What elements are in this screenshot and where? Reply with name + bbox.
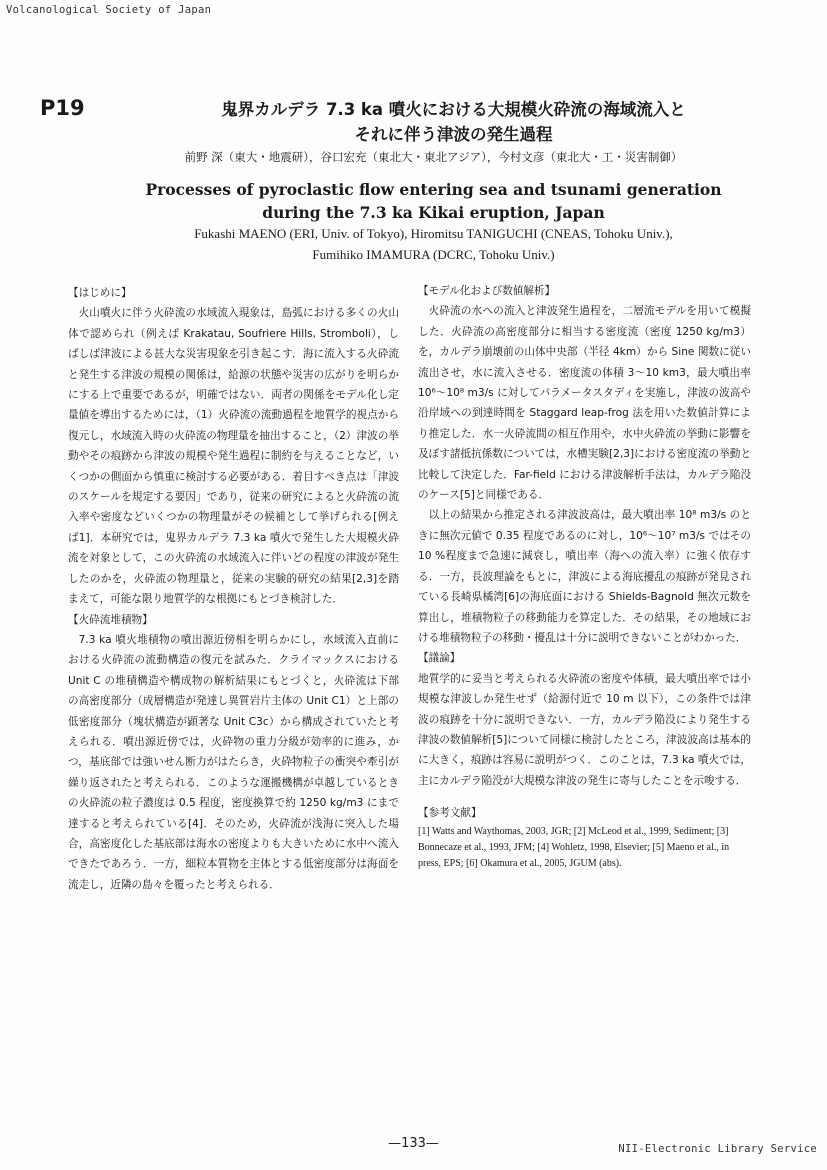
model-text-1: 火砕流の水への流入と津波発生過程を，二層流モデルを用いて模擬した．火砕流の高密度部分に相当する密度流（密度 1250 kg/m3）を，カルデラ崩壊前の山体中央部（半径 4km）から Sine 関数に従い流出させ，水に流入させる．密度流の体積 3～10 km3，最大噴出率 10⁶～10⁸ m3/s に対してパラメータスタディを実施し，津波の波高や沿岸域への到達時間を Staggard leap-frog 法を用いた数値計算により推定した．水一火砕流間の相互作用や，水中火砕流の挙動に影響を及ぼす諸抵抗係数については，水槽実験[2,3]における密度流の挙動と比較して決定した．Far-field における津波解析手法は，カルデラ陥没のケース[5]と同様である． (418, 305, 751, 502)
society-header: Volcanological Society of Japan (6, 4, 212, 16)
authors-en-line-2: Fumihiko IMAMURA (DCRC, Tohoku Univ.) (312, 247, 555, 262)
model-heading: 【モデル化および数値解析】 (418, 285, 556, 297)
title-en-line-1: Processes of pyroclastic flow entering sea and tsunami generation (145, 180, 722, 199)
references-list: [1] Watts and Waythomas, 2003, JGR; [2] McLeod et al., 1999, Sediment; [3] Bonnecaze et al., 1993, JFM; [4] Wohletz, 1998, Elsevier; [5] Maeno et al., in press, EPS; [6] Okamura et al., 2005, JGUM (abs). (418, 825, 730, 869)
authors-en-line-1: Fukashi MAENO (ERI, Univ. of Tokyo), Hiromitsu TANIGUCHI (CNEAS, Tohoku Univ.), (194, 226, 673, 241)
title-ja-line-2: それに伴う津波の発生過程 (354, 125, 553, 144)
discussion-text: 地質学的に妥当と考えられる火砕流の密度や体積，最大噴出率では小規模な津波しか発生せず（給源付近で 10 m 以下），この条件では津波の痕跡を十分に説明できない．一方，カルデラ陥没により発生する津波の数値解析[5]について同様に検討したところ，津波波高は基本的に大きく，痕跡は容易に説明がつく．このことは，7.3 ka 噴火では，主にカルデラ陥没が大規模な津波の発生に寄与したことを示唆する． (418, 672, 751, 787)
authors-ja: 前野 深（東大・地震研），谷口宏充（東北大・東北アジア），今村文彦（東北大・工・災害制御） (184, 150, 683, 164)
title-ja-line-1: 鬼界カルデラ 7.3 ka 噴火における大規模火砕流の海域流入と (221, 100, 686, 119)
intro-text: 火山噴火に伴う火砕流の水域流入現象は，島弧における多くの火山体で認められ（例えば Krakatau, Soufriere Hills, Stromboli），しばしば津波による甚大な災害現象を引き起こす．海に流入する火砕流と発生する津波の規模の関係は，給源の状態や災害の広がりを明らかにする上で重要であるが，明確ではない．両者の関係をモデル化し定量値を導出するためには，（1）火砕流の流動過程を地質学的視点から復元し，水域流入時の火砕流の物理量を抽出すること，（2）津波の挙動やその痕跡から津波の規模や発生過程に制約を与えることなど，いくつかの側面から慎重に検討する必要がある．着目すべき点は「津波のスケールを規定する要因」であり，従来の研究によると火砕流の流入率や密度などいくつかの物理量がその候補として挙げられる[例えば1]．本研究では，鬼界カルデラ 7.3 ka 噴火で発生した大規模火砕流を対象として，この火砕流の水域流入に伴いどの程度の津波が発生したのかを，火砕流の物理量と，従来の実験的研究の結果[2,3]を踏まえて，可能な限り地質学的な根拠にもとづき検討した． (68, 307, 399, 606)
references-heading: 【参考文献】 (418, 807, 482, 820)
library-footer: NII-Electronic Library Service (618, 1143, 817, 1155)
model-text-2: 以上の結果から推定される津波波高は，最大噴出率 10⁸ m3/s のときに無次元値で 0.35 程度であるのに対し，10⁶～10⁷ m3/s ではその 10 %程度まで急速に減衰し，噴出率（海への流入率）に強く依存する．一方，長波理論をもとに，津波による海底擾乱の痕跡が発見されている長崎県橘湾[6]の海底面における Shields-Bagnold 無次元数を算出し，堆積物粒子の移動能力を算定した．その結果，その地域における堆積物粒子の移動・擾乱は十分に説明できないことがわかった． (418, 509, 751, 644)
discussion-heading: 【議論】 (418, 652, 461, 665)
deposit-text: 7.3 ka 噴火堆積物の噴出源近傍相を明らかにし，水域流入直前における火砕流の流動構造の復元を試みた．クライマックスにおける Unit C の堆積構造や構成物の解析結果にもとづくと，火砕流は下部の高密度部分（成層構造が発達し異質岩片主体の Unit C1）と上部の低密度部分（塊状構造が顕著な Unit C3c）から構成されていたと考えられる．噴出源近傍では，火砕物の重力分級が効率的に進み，かつ，基底部では強いせん断力がはたらき，火砕物粒子の衝突や牽引が繰り返されたと考えられる．このような運搬機構が卓越しているときの火砕流の粒子濃度は 0.5 程度，密度換算で約 1250 kg/m3 にまで達すると考えられている[4]．そのため，火砕流が浅海に突入した場合，高密度化した基底部は海水の密度よりも大きいために水中へ流入できたであろう．一方，細粒本質物を主体とする低密度部分は海面を流走し，近隣の島々を覆ったと考えられる． (68, 633, 399, 891)
deposit-heading: 【火砕流堆積物】 (68, 613, 153, 626)
left-column (68, 283, 399, 895)
right-column (418, 281, 751, 872)
paper-id: P19 (40, 96, 85, 120)
page-number: —133— (388, 1136, 439, 1151)
title-en-line-2: during the 7.3 ka Kikai eruption, Japan (262, 203, 605, 222)
intro-heading: 【はじめに】 (68, 287, 132, 299)
